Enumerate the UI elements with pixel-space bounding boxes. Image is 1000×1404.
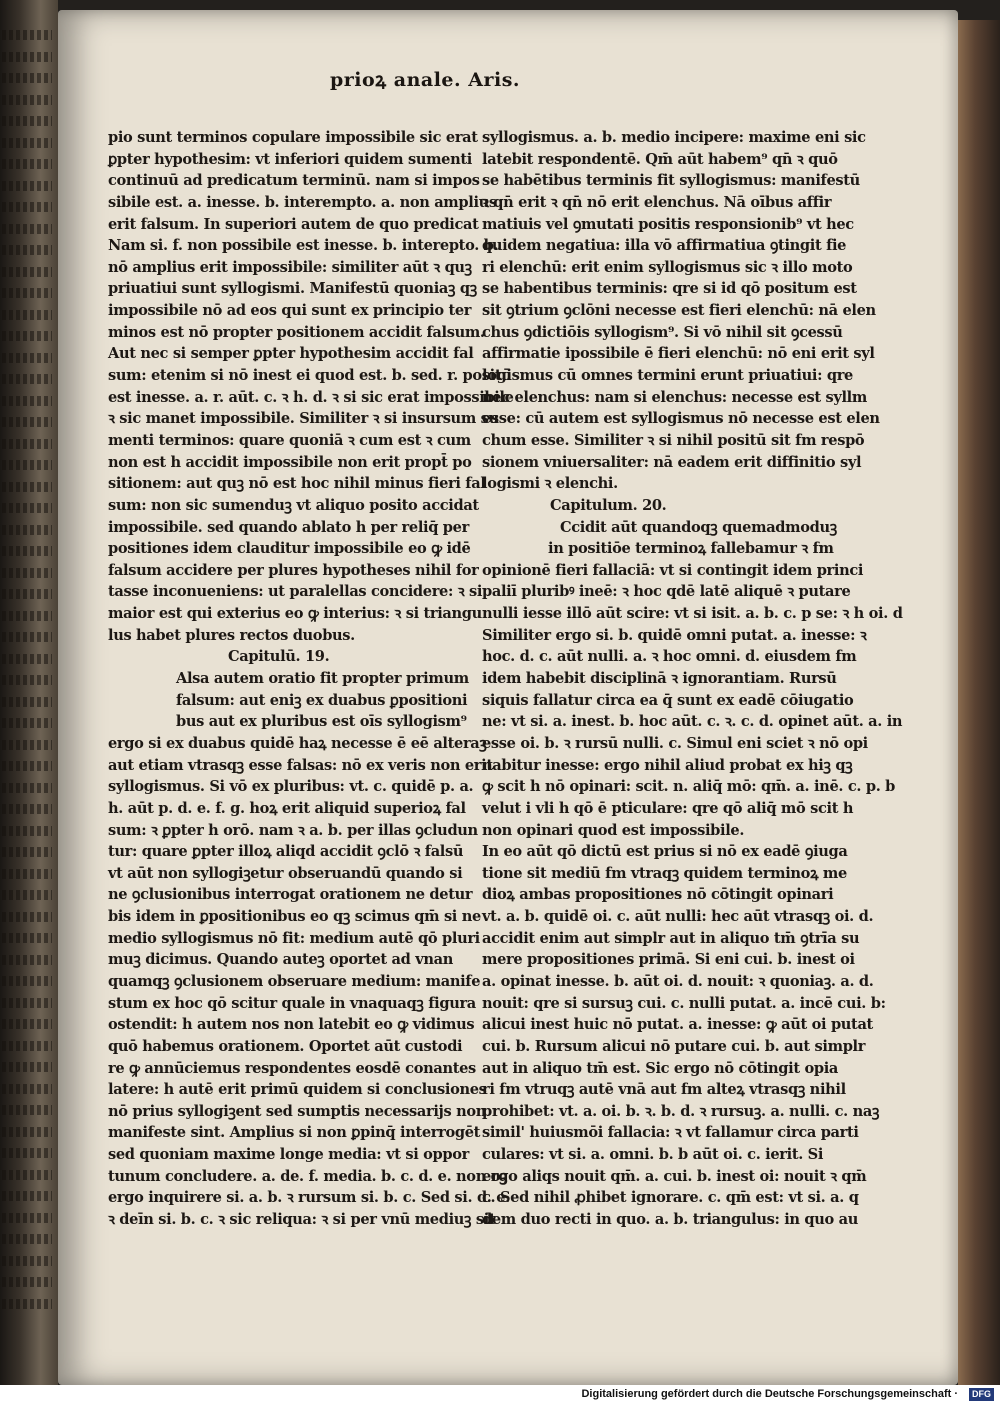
page-block-edge [958,20,1000,1385]
text-line: nō amplius erit impossibile: similiter aūt ꝛ quꝫ [108,258,472,276]
ghost-line [2,1234,52,1244]
ghost-line [2,718,52,728]
text-line: sit ꝯtrium ꝯclōni necesse est fieri elenchū: nā elen [482,302,876,320]
text-line: Aut nec si semper ꝑpter hypothesim accidit fal [108,345,474,363]
ghost-line [2,331,52,341]
text-line: alicui inest huic nō putat. a. inesse: ꝙ aūt oi putat [482,1016,873,1034]
text-line: esse: cū autem est syllogismus nō necesse est elen [482,410,880,428]
ghost-line [2,159,52,169]
text-line: sed quoniam maxime longe media: vt si oppor [108,1146,469,1164]
ghost-line [2,589,52,599]
text-line: bis idem in ꝑpositionibus eo qꝫ scimus qm̄ si ne [108,908,481,926]
text-line: impossibile. sed quando ablato h per reliq̄ per [108,518,469,536]
text-line: muꝫ dicimus. Quando auteꝫ oportet ad vnan [108,951,453,969]
text-line: In eo aūt qō dictū est prius si nō ex eadē ꝯiuga [482,843,848,861]
ghost-line [2,847,52,857]
text-line: tione sit mediū fm vtraqꝫ quidem terminoꝝ me [482,864,847,882]
text-line: continuū ad predicatum terminū. nam si impos [108,172,480,190]
text-line: manifeste sint. Amplius si non ꝑpinq̄ interrogēt [108,1124,481,1142]
text-line: sitionem: aut quꝫ nō est hoc nihil minus fieri fal [108,475,486,493]
ghost-line [2,181,52,191]
text-line: aut in aliquo tm̄ est. Sic ergo nō cōtingit opia [482,1059,839,1077]
text-line: Capitulum. 20. [550,496,667,514]
text-line: bus aut ex pluribus est oīs syllogism⁹ [176,713,467,731]
ghost-line [2,245,52,255]
text-line: menti terminos: quare quoniā ꝛ cum est ꝛ cum [108,431,471,449]
text-line: mere propositiones primā. Si eni cui. b. inest oi [482,951,855,969]
text-line: ergo si ex duabus quidē haꝝ necesse ē eē alteraꝫ [108,734,487,752]
text-line: syllogismus. a. b. medio incipere: maxime eni sic [482,129,866,146]
text-line: nō prius syllogiꝫent sed sumptis necessarijs non [108,1102,486,1120]
text-line: siquis fallatur circa ea q̄ sunt ex eadē cōiugatio [482,691,854,709]
text-line: Ccidit aūt quandoqꝫ quemadmoduꝫ [560,518,837,536]
ghost-line [2,1062,52,1072]
text-line: latere: h autē erit primū quidem si conclusiones [108,1081,487,1099]
text-line: se habentibus terminis: qre si id qō positum est [482,280,857,298]
ghost-line [2,804,52,814]
ghost-line [2,697,52,707]
dfg-logo: DFG [969,1388,994,1401]
ghost-line [2,202,52,212]
text-line: simil' huiusmōi fallacia: ꝛ vt fallamur circa parti [482,1124,859,1142]
ghost-line [2,912,52,922]
ghost-line [2,52,52,62]
text-line: aut etiam vtrasqꝫ esse falsas: nō ex veris non erit [108,756,493,774]
text-line: lus habet plures rectos duobus. [108,626,355,644]
text-line: culares: vt si. a. omni. b. b aūt oi. c. ierit. Si [482,1146,824,1164]
ghost-line [2,267,52,277]
ghost-line [2,976,52,986]
text-line: sum: ꝛ ꝑpter h orō. nam ꝛ a. b. per illas ꝯcludun [108,821,478,839]
ghost-line [2,1299,52,1309]
ghost-line [2,288,52,298]
text-line: se habētibus terminis fit syllogismus: manifestū [482,172,860,190]
text-line: prohibet: vt. a. oi. b. ꝛ. b. d. ꝛ rursuꝫ. a. nulli. c. naꝫ [482,1102,880,1120]
ghost-line [2,826,52,836]
ghost-line [2,374,52,384]
ghost-line [2,1148,52,1158]
text-line: quidem negatiua: illa vō affirmatiua ꝯtingit fie [482,237,847,255]
text-line: priuatiui sunt syllogismi. Manifestū quoniaꝫ qꝫ [108,280,477,298]
ghost-line [2,568,52,578]
text-line: cui. b. Rursum alicui nō putare cui. b. aut simplr [482,1037,866,1055]
ghost-line [2,1256,52,1266]
ghost-line [2,1041,52,1051]
text-line: tur: quare ꝑpter illoꝝ aliqd accidit ꝯclō ꝛ falsū [108,843,464,861]
text-line: chum esse. Similiter ꝛ si nihil positū sit fm respō [482,431,865,449]
ghost-line [2,654,52,664]
text-line: esse oi. b. ꝛ rursū nulli. c. Simul eni sciet ꝛ nō opi [482,734,868,752]
text-line: maior est qui exterius eo ꝙ interius: ꝛ si triangu [108,605,482,623]
ghost-line [2,1170,52,1180]
text-line: chus ꝯdictiōis syllogism⁹. Si vō nihil sit ꝯcessū [482,323,843,341]
text-line: ꝙ scit h nō opinari: scit. n. aliq̄ mō: qm̄. a. inē. c. p. b [482,778,896,796]
text-line: ꝑpter hypothesim: vt inferiori quidem sumenti [108,150,472,168]
ghost-line [2,417,52,427]
funding-credit: Digitalisierung gefördert durch die Deutsche Forschungsgemeinschaft · [581,1388,958,1400]
running-head: prioꝝ anale. Aris. [330,69,521,91]
text-line: a. opinat inesse. b. aūt oi. d. nouit: ꝛ quoniaꝫ. a. d. [482,972,874,990]
text-line: affirmatie ipossibile ē fieri elenchū: nō eni erit syl [482,345,875,363]
text-line: est inesse. a. r. aūt. c. ꝛ h. d. ꝛ si sic erat impossibile [108,388,514,406]
text-line: erit falsum. In superiori autem de quo predicat [108,215,479,233]
ghost-line [2,869,52,879]
text-line: pio sunt terminos copulare impossibile sic erat [108,129,478,146]
text-line: ꝛ sic manet impossibile. Similiter ꝛ si insursum su [108,410,499,428]
ghost-line [2,675,52,685]
text-line: sum: non sic sumenduꝫ vt aliquo posito accidat [108,496,479,514]
text-line: nabitur inesse: ergo nihil aliud probat ex hiꝫ qꝫ [482,756,853,774]
text-line: h. aūt p. d. e. f. g. hoꝝ erit aliquid superioꝝ fal [108,799,466,817]
text-line: hoc. d. c. aūt nulli. a. ꝛ hoc omni. d. eiusdem fm [482,648,857,666]
text-line: ri elenchū: erit enim syllogismus sic ꝛ illo moto [482,258,853,276]
ghost-line [2,525,52,535]
ghost-line [2,482,52,492]
text-line: Capitulū. 19. [228,648,330,666]
text-line: nouit: qre si sursuꝫ cui. c. nulli putat. a. incē cui. b: [482,994,886,1012]
text-line: dioꝝ ambas propositiones nō cōtingit opinari [482,886,834,904]
ghost-line [2,95,52,105]
ghost-line [2,890,52,900]
text-line: ꝛ qn̄ erit ꝛ qn̄ nō erit elenchus. Nā oībus affir [482,193,832,211]
text-line: accidit enim aut simplr aut in aliquo tm̄ ꝯtrīa su [482,929,860,947]
ghost-line [2,396,52,406]
text-line: quō habemus orationem. Oportet aūt custodi [108,1037,463,1055]
text-line: ri fm vtruqꝫ autē vnā aut fm alteꝝ vtrasqꝫ nihil [482,1081,846,1099]
text-line: c. Sed nihil ꝓhibet ignorare. c. qm̄ est: vt si. a. q [482,1189,859,1207]
text-line: falsum: aut eniꝫ ex duabus ꝑpositioni [176,691,468,709]
ghost-line [2,1191,52,1201]
text-line: ergo aliqs nouit qm̄. a. cui. b. inest oi: nouit ꝛ qm̄ [482,1167,867,1185]
ghost-line [2,955,52,965]
text-line: Nam si. f. non possibile est inesse. b. interepto. b. [108,237,499,255]
right-text-column [482,127,903,1231]
footer-bar [0,1385,1000,1404]
ghost-line [2,933,52,943]
text-line: opinionē fieri fallaciā: vt si contingit idem princi [482,561,864,579]
text-line: tasse inconueniens: ut paralellas concidere: ꝛ si [108,583,483,601]
left-text-column [108,127,514,1231]
ghost-line [2,353,52,363]
text-line: logismus cū omnes termini erunt priuatiui: qre [482,367,853,385]
ghost-line [2,761,52,771]
ghost-line [2,1277,52,1287]
ghost-line [2,224,52,234]
text-line: sibile est. a. inesse. b. interempto. a. non amplius [108,193,497,211]
ghost-line [2,546,52,556]
text-line: dem duo recti in quo. a. b. triangulus: in quo au [482,1211,859,1229]
text-line: non est h accidit impossibile non erit propt̄ po [108,453,472,471]
text-line: positiones idem clauditur impossibile eo ꝙ idē [108,540,471,558]
text-line: matiuis vel ꝯmutati positis responsionib⁹ vt hec [482,215,854,233]
text-line: re ꝙ annūciemus respondentes eosdē conantes [108,1059,476,1077]
text-line: stum ex hoc qō scitur quale in vnaquaqꝫ figura [108,994,476,1012]
text-line: tunum concludere. a. de. f. media. b. c. d. e. non oꝫ [108,1167,508,1185]
text-line: ꝛ deīn si. b. c. ꝛ sic reliqua: ꝛ si per vnū mediuꝫ sit [108,1211,496,1229]
ghost-line [2,138,52,148]
text-line: falsum accidere per plures hypotheses nihil for [108,561,479,579]
text-line: ergo inquirere si. a. b. ꝛ rursum si. b. c. Sed si. d. e. [108,1189,510,1207]
ghost-line [2,632,52,642]
text-line: Alsa autem oratio fit propter primum [176,670,469,688]
text-line: Similiter ergo si. b. quidē omni putat. a. inesse: ꝛ [482,626,867,644]
text-line: ne ꝯclusionibus interrogat orationem ne detur [108,886,473,904]
ghost-line [2,73,52,83]
text-line: paliī pluribꝰ ineē: ꝛ hoc qdē latē aliquē ꝛ putare [482,583,851,601]
text-line: minos est nō propter positionem accidit falsum. [108,323,485,341]
ghost-line [2,783,52,793]
ghost-line [2,1019,52,1029]
text-line: in positiōe terminoꝝ fallebamur ꝛ fm [548,540,834,558]
text-line: quamqꝫ ꝯclusionem obseruare medium: manife [108,972,481,990]
text-line: nec elenchus: nam si elenchus: necesse est syllm [482,388,867,406]
text-line: sum: etenim si nō inest ei quod est. b. sed. r. positū [108,367,512,385]
text-line: idem habebit disciplinā ꝛ ignorantiam. Rursū [482,670,837,688]
text-line: medio syllogismus nō fit: medium autē qō pluri [108,929,480,947]
ghost-line [2,439,52,449]
ghost-line [2,116,52,126]
text-line: nulli iesse illō aūt scire: vt si isit. a. b. c. p se: ꝛ h oi. d [482,605,903,623]
text-line: ostendit: h autem nos non latebit eo ꝙ vidimus [108,1016,475,1034]
text-line: velut i vli h qō ē pticulare: qre qō aliq̄ mō scit h [482,799,854,817]
ghost-line [2,740,52,750]
text-line: sionem vniuersaliter: nā eadem erit diffinitio syl [482,453,862,471]
text-line: vt. a. b. quidē oi. c. aūt nulli: hec aūt vtrasqꝫ oi. d. [482,908,874,926]
text-line: syllogismus. Si vō ex pluribus: vt. c. quidē p. a. [108,778,474,796]
ghost-line [2,460,52,470]
text-line: logismi ꝛ elenchi. [482,475,618,493]
ghost-line [2,611,52,621]
text-line: non opinari quod est impossibile. [482,821,745,839]
text-line: vt aūt non syllogiꝫetur obseruandū quando si [108,864,463,882]
ghost-line [2,310,52,320]
ghost-line [2,503,52,513]
ghost-line [2,30,52,40]
ghost-line [2,1105,52,1115]
ghost-line [2,1213,52,1223]
text-line: latebit respondentē. Qm̄ aūt habem⁹ qn̄ ꝛ quō [482,150,838,168]
previous-page-edge [0,0,58,1385]
ghost-line [2,998,52,1008]
ghost-line [2,1084,52,1094]
text-line: impossibile nō ad eos qui sunt ex principio ter [108,302,472,320]
ghost-line [2,1127,52,1137]
text-line: ne: vt si. a. inest. b. hoc aūt. c. ꝛ. c. d. opinet aūt. a. in [482,713,903,731]
